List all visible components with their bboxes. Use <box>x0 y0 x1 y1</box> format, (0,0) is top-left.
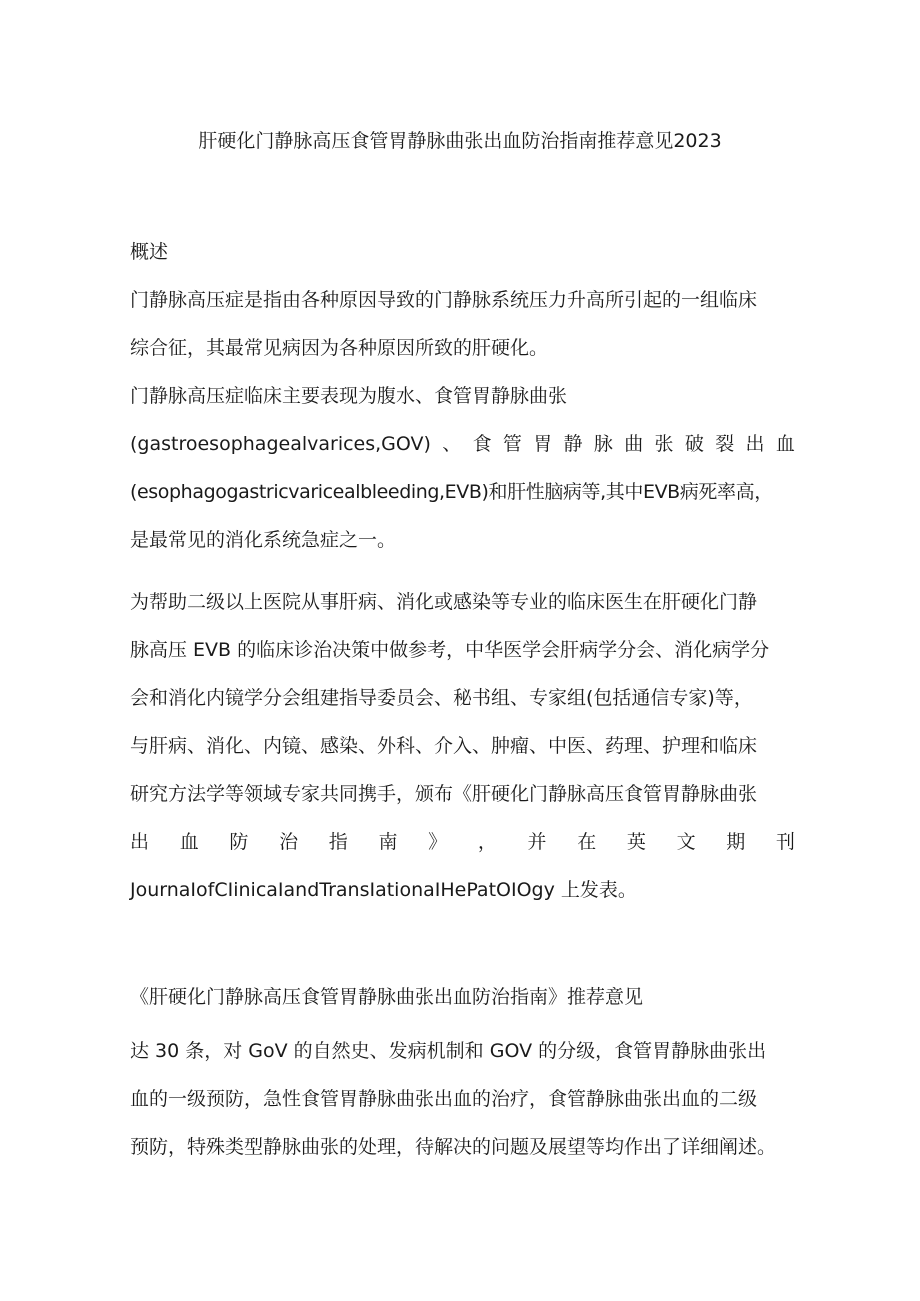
paragraph-line: 会和消化内镜学分会组建指导委员会、秘书组、专家组(包括通信专家)等， <box>130 687 753 709</box>
paragraph-line: 血的一级预防，急性食管胃静脉曲张出血的治疗，食管静脉曲张出血的二级 <box>130 1088 758 1110</box>
text-fragment: 破 <box>684 433 704 455</box>
text-fragment: 南 <box>378 831 398 853</box>
text-fragment: 指 <box>328 831 348 853</box>
text-fragment: 出 <box>745 433 765 455</box>
text-fragment: 胃 <box>533 433 553 455</box>
paragraph-line: 与肝病、消化、内镜、感染、外科、介入、肿瘤、中医、药理、护理和临床 <box>130 735 758 757</box>
paragraph-line: 门静脉高压症临床主要表现为腹水、食管胃静脉曲张 <box>130 385 568 407</box>
paragraph-line: JournaIofCIinicaIandTransIationaIHePatOIOgy 上发表。 <box>130 879 637 901</box>
paragraph-definition <box>130 276 795 372</box>
text-fragment: 血 <box>179 831 199 853</box>
section-heading-text: 概述 <box>130 241 169 263</box>
text-fragment: 脉 <box>593 433 613 455</box>
text-fragment: 防 <box>229 831 249 853</box>
paragraph-line: 是最常见的消化系统急症之一。 <box>130 529 397 551</box>
paragraph-line: 综合征，其最常见病因为各种原因所致的肝硬化。 <box>130 337 549 359</box>
text-fragment: 、 <box>442 433 462 455</box>
paragraph-line: 达 30 条，对 GoV 的自然史、发病机制和 GOV 的分级，食管胃静脉曲张出 <box>130 1040 767 1062</box>
text-fragment: 静 <box>563 433 583 455</box>
text-fragment: 英 <box>626 831 646 853</box>
text-fragment: 食 <box>472 433 492 455</box>
document-title: 肝硬化门静脉高压食管胃静脉曲张出血防治指南推荐意见2023 <box>198 130 722 152</box>
text-fragment: 管 <box>502 433 522 455</box>
text-fragment: 曲 <box>624 433 644 455</box>
text-fragment: 期 <box>726 831 746 853</box>
section-heading-recommendations <box>130 973 795 1021</box>
text-fragment: 张 <box>654 433 674 455</box>
section-heading-text: 《肝硬化门静脉高压食管胃静脉曲张出血防治指南》推荐意见 <box>130 986 644 1008</box>
text-fragment: 在 <box>577 831 597 853</box>
text-fragment: ， <box>477 831 497 853</box>
paragraph-line: 门静脉高压症是指由各种原因导致的门静脉系统压力升高所引起的一组临床 <box>130 289 758 311</box>
text-fragment: 刊 <box>775 831 795 853</box>
text-fragment: 裂 <box>715 433 735 455</box>
text-fragment: 出 <box>130 831 150 853</box>
text-fragment: 》 <box>428 831 448 853</box>
paragraph-line: 脉高压 EVB 的临床诊治决策中做参考，中华医学会肝病学分会、消化病学分 <box>130 639 770 661</box>
paragraph-line: (esophagogastricvaricealbleeding,EVB)和肝性脑病等,其中EVB病死率高， <box>130 481 773 503</box>
paragraph-manifestations <box>130 372 795 564</box>
paragraph-line-justified <box>130 818 795 866</box>
text-fragment: 血 <box>775 433 795 455</box>
paragraph-recommendations <box>130 1027 795 1171</box>
section-heading-overview <box>130 228 795 276</box>
text-fragment: 文 <box>676 831 696 853</box>
text-fragment: 治 <box>279 831 299 853</box>
paragraph-line-justified <box>130 420 795 468</box>
text-fragment: (gastroesophagealvarices,GOV) <box>130 433 431 455</box>
paragraph-line: 研究方法学等领域专家共同携手，颁布《肝硬化门静脉高压食管胃静脉曲张 <box>130 783 758 805</box>
paragraph-line: 预防，特殊类型静脉曲张的处理，待解决的问题及展望等均作出了详细阐述。 <box>130 1136 777 1158</box>
text-fragment: 并 <box>527 831 547 853</box>
paragraph-guideline-background <box>130 578 795 914</box>
paragraph-line: 为帮助二级以上医院从事肝病、消化或感染等专业的临床医生在肝硬化门静 <box>130 591 758 613</box>
